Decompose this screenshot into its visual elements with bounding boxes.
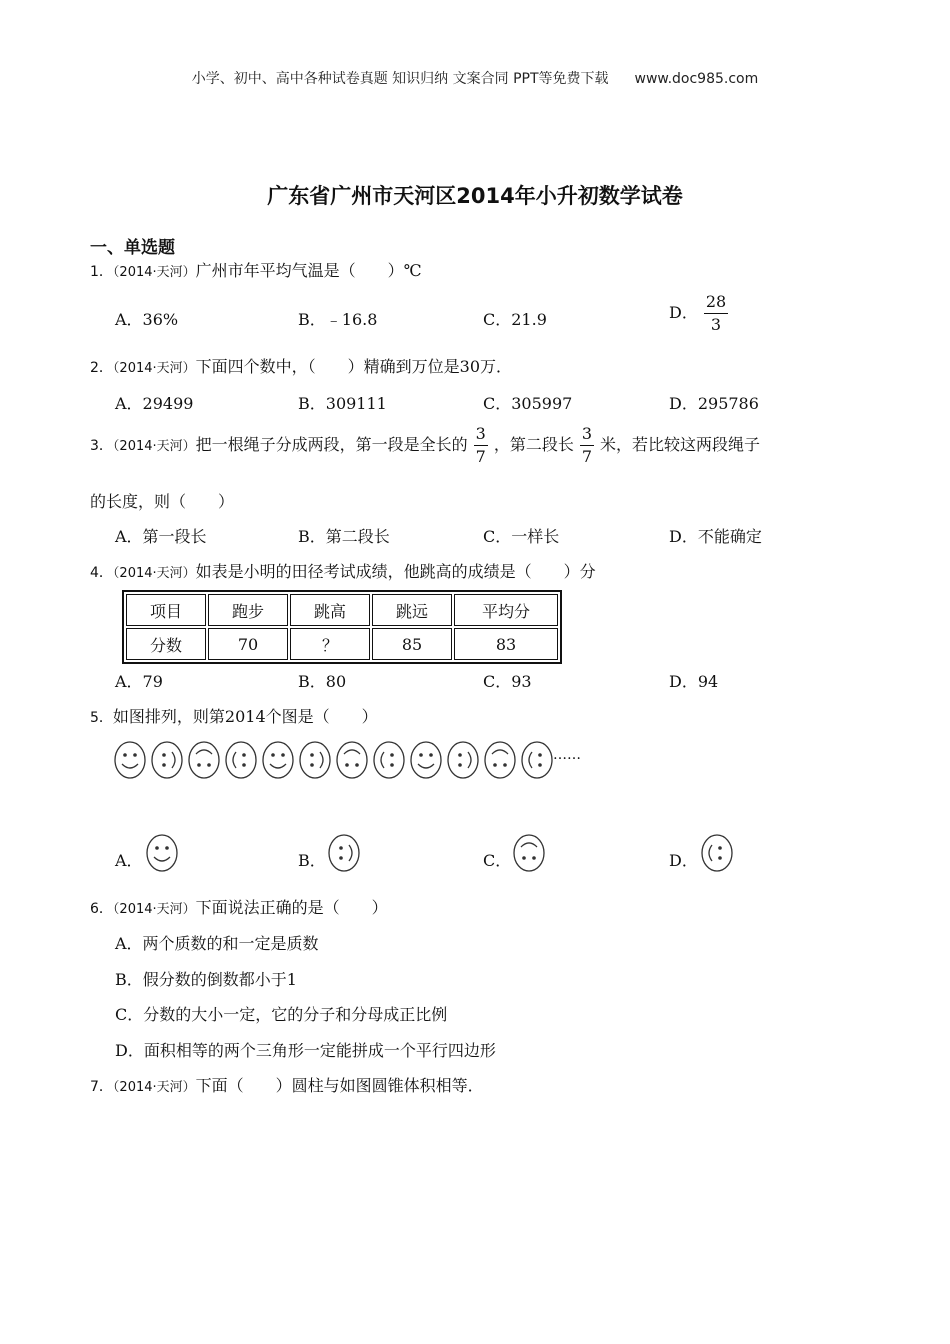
question-7: 7．（2014·天河）下面（ ）圆柱与如图圆锥体积相等．	[90, 1076, 484, 1095]
header-text: 小学、初中、高中各种试卷真题 知识归纳 文案合同 PPT等免费下载	[191, 71, 609, 87]
sad-face-icon	[520, 739, 554, 781]
q5-option-b[interactable]: B．	[298, 851, 326, 870]
q3-option-a[interactable]: A．第一段长	[115, 527, 207, 546]
score-table	[122, 590, 562, 664]
question-1: 1．（2014·天河）广州市年平均气温是（ ）℃	[90, 261, 422, 280]
neutral-face-icon	[150, 739, 184, 781]
page-title: 广东省广州市天河区2014年小升初数学试卷	[267, 184, 683, 208]
frown-face-icon	[512, 832, 546, 874]
frown-face-icon	[335, 739, 369, 781]
frown-face-icon	[483, 739, 517, 781]
question-2: 2．（2014·天河）下面四个数中，（ ）精确到万位是30万．	[90, 357, 513, 376]
q5-option-c[interactable]: C．	[483, 851, 512, 870]
q6-option-b[interactable]: B．假分数的倒数都小于1	[115, 970, 297, 989]
q5-option-d[interactable]: D．	[669, 851, 698, 870]
q4-option-d[interactable]: D．94	[669, 672, 719, 691]
smile-face-icon	[145, 832, 179, 874]
q3-option-b[interactable]: B．第二段长	[298, 527, 390, 546]
sequence-ellipsis: ……	[553, 747, 581, 763]
q3-option-c[interactable]: C．一样长	[483, 527, 560, 546]
sad-face-icon	[224, 739, 258, 781]
q1-option-d[interactable]: D． $\frac{28}{3}$	[669, 292, 727, 334]
sad-face-icon	[372, 739, 406, 781]
question-4: 4．（2014·天河）如表是小明的田径考试成绩，他跳高的成绩是（ ）分	[90, 562, 596, 581]
question-5: 5．如图排列，则第2014个图是（ ）	[90, 707, 378, 726]
table-row: 分数 70 ？ 85 83	[126, 628, 558, 660]
fraction: $\frac{3}{7}$	[581, 424, 593, 466]
q4-option-a[interactable]: A．79	[115, 672, 163, 691]
q2-option-b[interactable]: B．309111	[298, 394, 387, 413]
question-6: 6．（2014·天河）下面说法正确的是（ ）	[90, 898, 388, 917]
section-heading: 一、单选题	[90, 238, 175, 258]
q3-option-d[interactable]: D．不能确定	[669, 527, 762, 546]
smile-face-icon	[409, 739, 443, 781]
question-3: 3．（2014·天河）把一根绳子分成两段，第一段是全长的 $\frac{3}{7}$ ，第二段长 $\frac{3}{7}$ 米，若比较这两段绳子	[90, 424, 761, 466]
q2-option-a[interactable]: A．29499	[115, 394, 194, 413]
neutral-face-icon	[298, 739, 332, 781]
smile-face-icon	[261, 739, 295, 781]
neutral-face-icon	[327, 832, 361, 874]
question-3-line-2: 的长度，则（ ）	[90, 492, 235, 511]
page-header	[0, 68, 950, 88]
q1-option-c[interactable]: C．21.9	[483, 310, 547, 329]
q2-option-d[interactable]: D．295786	[669, 394, 759, 413]
frown-face-icon	[187, 739, 221, 781]
q1-option-a[interactable]: A．36%	[115, 310, 179, 329]
smile-face-icon	[113, 739, 147, 781]
q2-option-c[interactable]: C．305997	[483, 394, 573, 413]
table-row: 项目 跑步 跳高 跳远 平均分	[126, 594, 558, 626]
q4-option-b[interactable]: B．80	[298, 672, 347, 691]
q6-option-c[interactable]: C．分数的大小一定，它的分子和分母成正比例	[115, 1005, 448, 1024]
neutral-face-icon	[446, 739, 480, 781]
header-site: www.doc985.com	[634, 71, 759, 87]
q1-option-b[interactable]: B．﹣16.8	[298, 310, 378, 329]
q4-option-c[interactable]: C．93	[483, 672, 532, 691]
fraction: $\frac{28}{3}$	[705, 292, 727, 334]
q5-option-a[interactable]: A．	[115, 851, 143, 870]
fraction: $\frac{3}{7}$	[475, 424, 486, 466]
q6-option-d[interactable]: D．面积相等的两个三角形一定能拼成一个平行四边形	[115, 1041, 496, 1060]
sad-face-icon	[700, 832, 734, 874]
q6-option-a[interactable]: A．两个质数的和一定是质数	[115, 934, 319, 953]
